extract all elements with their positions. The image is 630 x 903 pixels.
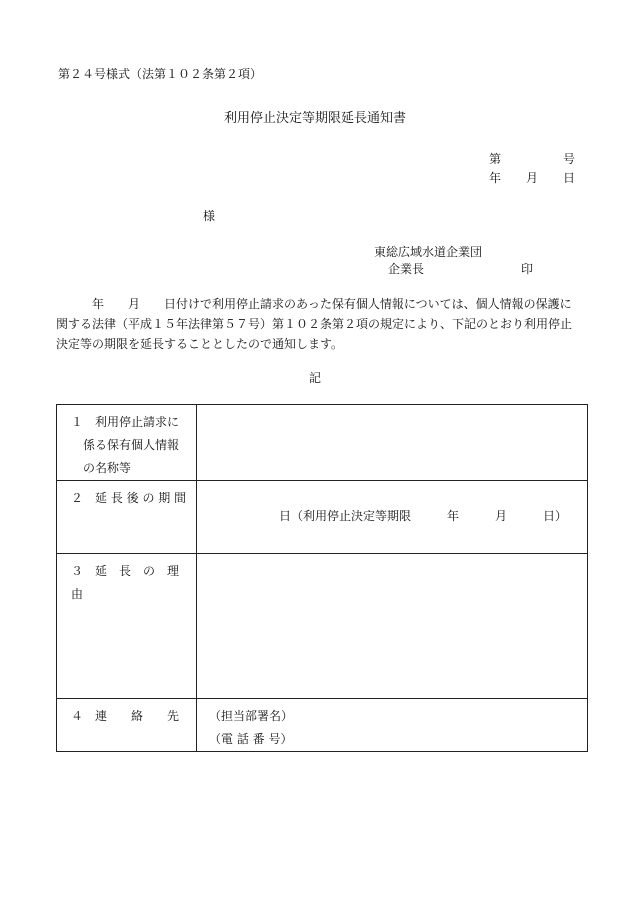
details-table bbox=[56, 404, 588, 752]
document-title: 利用停止決定等期限延長通知書 bbox=[223, 111, 406, 126]
reference-number-prefix: 第 bbox=[489, 152, 502, 166]
form-number: 第２４号様式（法第１０２条第２項） bbox=[58, 67, 263, 81]
sender-organization: 東総広域水道企業団 bbox=[374, 245, 483, 259]
date-month: 月 bbox=[526, 171, 539, 185]
reference-number-suffix: 号 bbox=[563, 152, 576, 166]
row4-value-cell bbox=[197, 699, 588, 752]
row3-label-cell bbox=[57, 554, 197, 699]
kigo-heading: 記 bbox=[308, 371, 321, 385]
addressee-honorific: 様 bbox=[203, 209, 216, 223]
row1-label-line1: １ 利用停止請求に bbox=[71, 415, 180, 429]
row4-label: ４ 連 絡 先 bbox=[71, 709, 180, 723]
extended-period: 日（利用停止決定等期限 年 月 日） bbox=[279, 509, 568, 523]
row2-label-cell bbox=[57, 481, 197, 554]
body-line-2: 関する法律（平成１５年法律第５７号）第１０２条第２項の規定により、下記のとおり利用停止 bbox=[56, 317, 573, 331]
row1-label-line2: 係る保有個人情報 bbox=[83, 438, 180, 452]
table-row bbox=[57, 405, 588, 481]
row2-label: ２ 延 長 後 の 期 間 bbox=[71, 491, 187, 505]
contact-department: （担当部署名） bbox=[209, 709, 294, 723]
row3-value-cell bbox=[197, 554, 588, 699]
seal-mark: 印 bbox=[521, 262, 534, 276]
table-row bbox=[57, 699, 588, 752]
table-row bbox=[57, 554, 588, 699]
sender-position: 企業長 bbox=[388, 262, 425, 276]
date-year: 年 bbox=[489, 171, 502, 185]
body-line-3: 決定等の期限を延長することとしたので通知します。 bbox=[56, 337, 344, 351]
row1-label-cell bbox=[57, 405, 197, 481]
contact-phone: （電 話 番 号） bbox=[209, 732, 293, 746]
row1-label-line3: の名称等 bbox=[83, 461, 132, 475]
table-row bbox=[57, 481, 588, 554]
row1-value-cell bbox=[197, 405, 588, 481]
row3-label: ３ 延 長 の 理 由 bbox=[71, 564, 192, 601]
date-day: 日 bbox=[563, 171, 576, 185]
notice-body bbox=[56, 294, 588, 354]
row4-label-cell bbox=[57, 699, 197, 752]
body-line-1: 年 月 日付けで利用停止請求のあった保有個人情報については、個人情報の保護に bbox=[92, 297, 572, 311]
row2-value-cell bbox=[197, 481, 588, 554]
